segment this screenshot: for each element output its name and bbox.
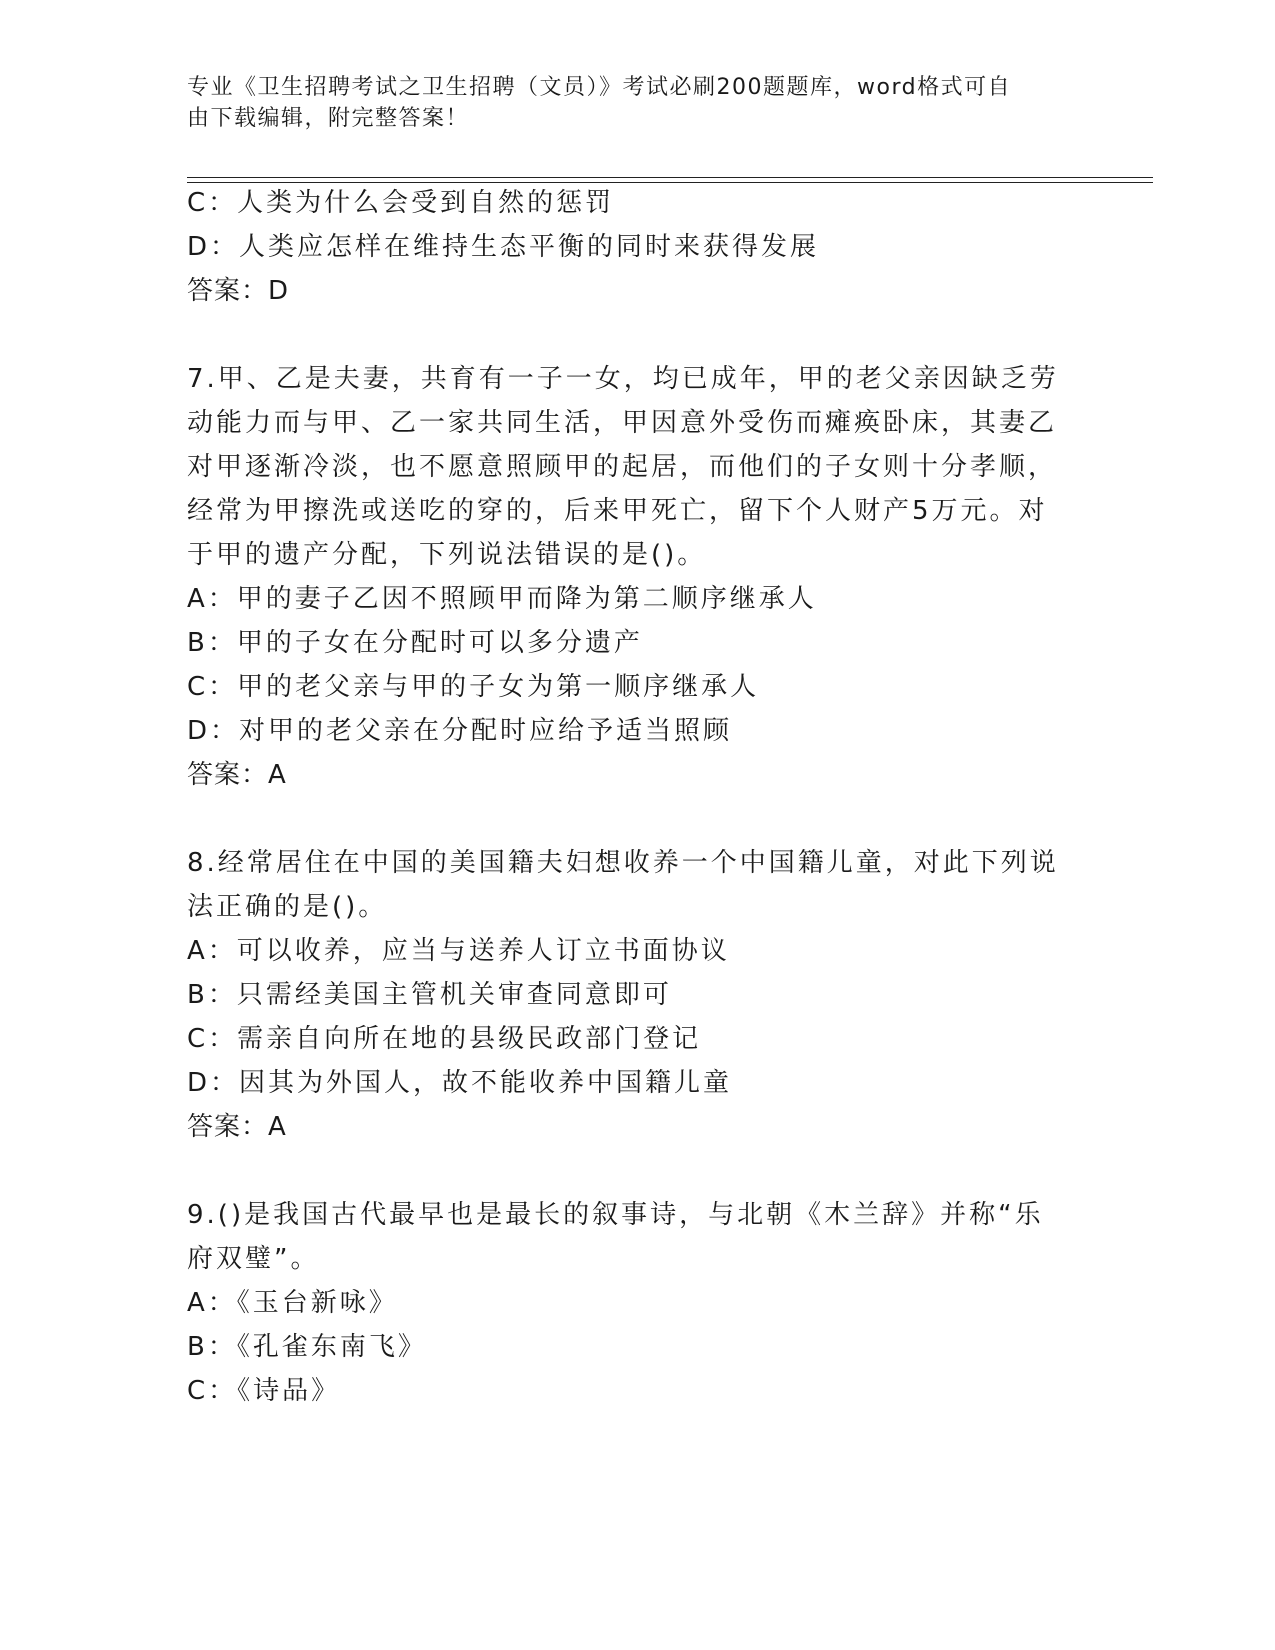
q8-option-d: D：因其为外国人，故不能收养中国籍儿童 <box>187 1068 733 1098</box>
q7-option-c: C：甲的老父亲与甲的子女为第一顺序继承人 <box>187 672 760 702</box>
q9-option-c: C：《诗品》 <box>187 1376 341 1406</box>
q8-stem-line-1: 8.经常居住在中国的美国籍夫妇想收养一个中国籍儿童，对此下列说 <box>187 848 1059 878</box>
q8-option-a: A：可以收养，应当与送养人订立书面协议 <box>187 936 730 966</box>
q7-stem-line-5: 于甲的遗产分配，下列说法错误的是()。 <box>187 540 707 570</box>
q6-option-d: D：人类应怎样在维持生态平衡的同时来获得发展 <box>187 232 820 262</box>
header-line-2: 由下载编辑，附完整答案！ <box>187 106 470 131</box>
q9-option-b: B：《孔雀东南飞》 <box>187 1332 427 1362</box>
header-divider-bottom <box>187 182 1153 183</box>
q8-answer: 答案：A <box>187 1112 287 1142</box>
q6-answer: 答案：D <box>187 276 290 306</box>
q6-option-c: C：人类为什么会受到自然的惩罚 <box>187 188 615 218</box>
q7-stem-line-1: 7.甲、乙是夫妻，共育有一子一女，均已成年，甲的老父亲因缺乏劳 <box>187 364 1059 394</box>
q7-answer: 答案：A <box>187 760 287 790</box>
header-line-1: 专业《卫生招聘考试之卫生招聘（文员）》考试必刷200题题库，word格式可自 <box>187 75 1012 100</box>
q7-stem-line-3: 对甲逐渐冷淡，也不愿意照顾甲的起居，而他们的子女则十分孝顺， <box>187 452 1058 482</box>
q8-option-b: B：只需经美国主管机关审查同意即可 <box>187 980 672 1010</box>
q9-stem-line-1: 9.()是我国古代最早也是最长的叙事诗，与北朝《木兰辞》并称“乐 <box>187 1200 1044 1230</box>
q9-stem-line-2: 府双璧”。 <box>187 1244 320 1274</box>
q9-option-a: A：《玉台新咏》 <box>187 1288 398 1318</box>
q7-option-a: A：甲的妻子乙因不照顾甲而降为第二顺序继承人 <box>187 584 817 614</box>
q8-stem-line-2: 法正确的是()。 <box>187 892 388 922</box>
q7-stem-line-2: 动能力而与甲、乙一家共同生活，甲因意外受伤而瘫痪卧床，其妻乙 <box>187 408 1058 438</box>
q7-stem-line-4: 经常为甲擦洗或送吃的穿的，后来甲死亡，留下个人财产5万元。对 <box>187 496 1048 526</box>
q7-option-b: B：甲的子女在分配时可以多分遗产 <box>187 628 643 658</box>
q8-option-c: C：需亲自向所在地的县级民政部门登记 <box>187 1024 702 1054</box>
header-divider-top <box>187 177 1153 178</box>
q7-option-d: D：对甲的老父亲在分配时应给予适当照顾 <box>187 716 733 746</box>
document-header <box>187 72 1067 134</box>
